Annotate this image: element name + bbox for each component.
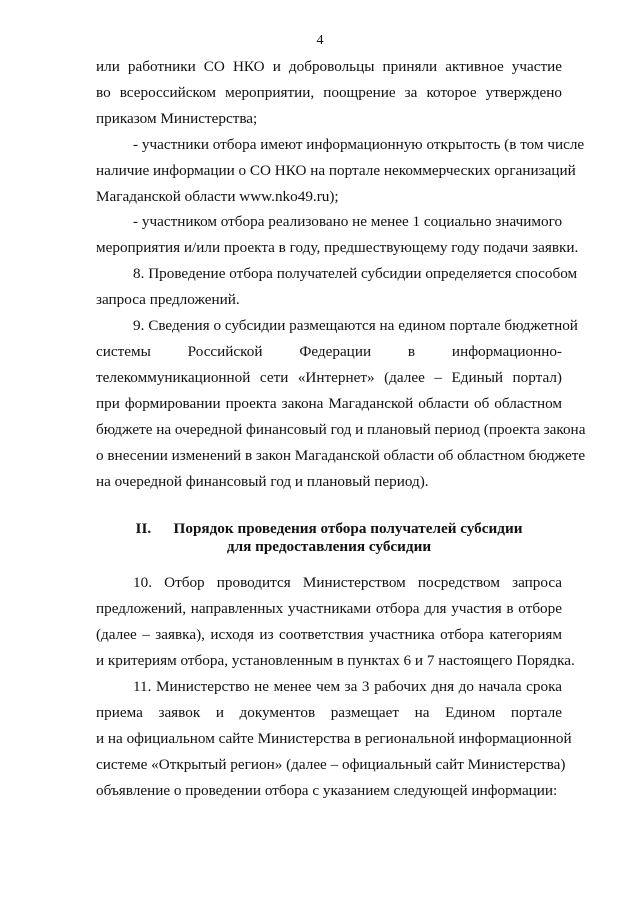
text-line: мероприятия и/или проекта в году, предшествующему году подачи заявки. [96, 239, 579, 257]
section-heading-line-1 [96, 520, 562, 538]
text-line: - участники отбора имеют информационную открытость (в том числе [133, 135, 585, 153]
paragraph [96, 313, 586, 494]
paragraph [96, 132, 585, 210]
text-line: предложений, направленных участниками отбора для участия в отборе [96, 600, 562, 618]
text-line: объявление о проведении отбора с указанием следующей информации: [96, 781, 558, 799]
text-line: и критериям отбора, установленным в пунктах 6 и 7 настоящего Порядка. [96, 652, 575, 670]
text-line: Магаданской области www.nko49.ru); [96, 187, 339, 205]
text-line: приема заявок и документов размещает на Едином портале [96, 703, 562, 721]
text-line: и на официальном сайте Министерства в региональной информационной [96, 729, 572, 747]
text-line: (далее – заявка), исходя из соответствия участника отбора категориям [96, 626, 562, 644]
text-line: наличие информации о СО НКО на портале некоммерческих организаций [96, 161, 576, 179]
section-1-paragraphs [96, 54, 586, 494]
section-title-line-1: Порядок проведения отбора получателей субсидии [173, 520, 523, 538]
paragraph [96, 54, 562, 132]
text-line: при формировании проекта закона Магаданской области об областном [96, 394, 562, 412]
text-line: - участником отбора реализовано не менее 1 социально значимого [133, 213, 563, 231]
section-title-line-2: для предоставления субсидии [226, 538, 432, 556]
text-line: 9. Сведения о субсидии размещаются на едином портале бюджетной [133, 317, 578, 335]
text-line: во всероссийском мероприятии, поощрение за которое утверждено [96, 83, 562, 101]
paragraph [96, 674, 572, 804]
paragraph [96, 261, 578, 313]
text-line: 11. Министерство не менее чем за 3 рабочих дня до начала срока [133, 678, 562, 696]
text-line: приказом Министерства; [96, 109, 258, 127]
text-line: системы Российской Федерации в информационно- [96, 342, 562, 360]
section-number: II. [135, 520, 152, 538]
paragraph [96, 209, 579, 261]
text-line: 10. Отбор проводится Министерством посредством запроса [133, 574, 562, 592]
text-line: 8. Проведение отбора получателей субсидии определяется способом [133, 265, 578, 283]
document-body [96, 54, 586, 804]
page-number: 4 [316, 33, 324, 48]
text-line: на очередной финансовый год и плановый период). [96, 472, 429, 490]
text-line: телекоммуникационной сети «Интернет» (далее – Единый портал) [96, 368, 562, 386]
text-line: или работники СО НКО и добровольцы приняли активное участие [96, 58, 562, 75]
paragraph [96, 570, 575, 674]
section-2-paragraphs [96, 570, 575, 803]
text-line: бюджете на очередной финансовый год и плановый период (проекта закона [96, 420, 586, 438]
text-line: о внесении изменений в закон Магаданской области об областном бюджете [96, 446, 586, 464]
section-heading [96, 520, 562, 556]
text-line: системе «Открытый регион» (далее – официальный сайт Министерства) [96, 755, 566, 773]
text-line: запроса предложений. [96, 291, 240, 309]
